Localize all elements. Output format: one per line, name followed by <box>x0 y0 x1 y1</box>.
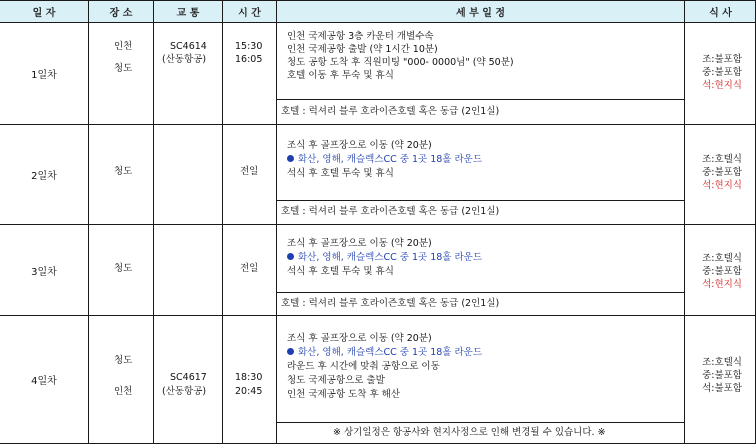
time-text: 16:05 <box>235 54 263 65</box>
meal-breakfast: 조:호텔식 <box>702 253 742 264</box>
day-label: 4일차 <box>31 376 57 387</box>
place-text: 청도 <box>114 63 133 74</box>
day-label: 1일차 <box>31 70 57 81</box>
footnote: ※ 상기일정은 항공사와 현지사정으로 인해 변경될 수 있습니다. ※ <box>333 427 606 438</box>
header-place: 장 소 <box>89 0 153 22</box>
bullet-icon <box>287 253 294 260</box>
place-text: 청도 <box>114 263 133 274</box>
time-text: 전일 <box>240 166 259 177</box>
meal-info <box>702 356 742 395</box>
schedule-line: 라운드 후 시간에 맞춰 공항으로 이동 <box>287 361 440 372</box>
meal-dinner: 석:현지식 <box>702 180 742 191</box>
meal-info <box>702 53 742 92</box>
meal-lunch: 중:불포함 <box>702 266 742 277</box>
time-text: 20:45 <box>235 386 263 397</box>
schedule-line: 호텔 이동 후 투숙 및 휴식 <box>287 70 394 81</box>
hotel-info: 호텔 : 럭셔리 블루 호라이즌호텔 혹은 동급 (2인1실) <box>281 206 500 217</box>
time-text: 전일 <box>240 263 259 274</box>
meal-lunch: 중:불포함 <box>702 167 742 178</box>
header-meal: 식 사 <box>685 0 756 22</box>
schedule-line: 조식 후 골프장으로 이동 (약 20분) <box>287 333 432 344</box>
hotel-info: 호텔 : 럭셔리 블루 호라이즌호텔 혹은 동급 (2인1실) <box>281 298 500 309</box>
meal-lunch: 중:불포함 <box>702 67 742 78</box>
time-text: 15:30 <box>235 41 263 52</box>
highlight-text: 화산, 영해, 캐슬렉스CC 중 1곳 18홀 라운드 <box>298 252 483 263</box>
schedule-line: 조식 후 골프장으로 이동 (약 20분) <box>287 238 432 249</box>
header-detail: 세 부 일 정 <box>277 0 684 22</box>
bullet-icon <box>287 155 294 162</box>
meal-info <box>702 252 742 291</box>
airline-name: (산동항공) <box>162 386 207 397</box>
place-text: 인천 <box>114 386 133 397</box>
time-text: 18:30 <box>235 372 263 383</box>
meal-dinner: 석:현지식 <box>702 80 742 91</box>
flight-number: SC4617 <box>170 372 207 383</box>
day-label: 3일차 <box>31 266 57 278</box>
hotel-info: 호텔 : 럭셔리 블루 호라이즌호텔 혹은 동급 (2인1실) <box>281 106 500 117</box>
meal-info <box>702 153 742 192</box>
highlight-text: 화산, 영해, 캐슬렉스CC 중 1곳 18홀 라운드 <box>298 154 483 165</box>
schedule-line: 석식 후 호텔 투숙 및 휴식 <box>287 266 394 277</box>
meal-breakfast: 조:불포함 <box>702 54 742 65</box>
meal-lunch: 중:불포함 <box>702 370 742 381</box>
schedule-line: 청도 공항 도착 후 직원미팅 "000- 0000님" (약 50분) <box>287 57 514 68</box>
schedule-line-highlight <box>287 252 482 264</box>
meal-breakfast: 조:호텔식 <box>702 357 742 368</box>
place-text: 청도 <box>114 355 133 366</box>
place-text: 청도 <box>114 166 133 177</box>
bullet-icon <box>287 348 294 355</box>
meal-dinner: 석:현지식 <box>702 279 742 290</box>
airline-name: (산동항공) <box>162 54 207 65</box>
schedule-line: 인천 국제공항 3층 카운터 개별수속 <box>287 31 434 42</box>
header-transport: 교 통 <box>154 0 222 22</box>
header-time: 시 간 <box>223 0 276 22</box>
schedule-line: 인천 국제공항 도착 후 해산 <box>287 389 401 400</box>
schedule-line: 조식 후 골프장으로 이동 (약 20분) <box>287 140 432 151</box>
schedule-line: 인천 국제공항 출발 (약 1시간 10분) <box>287 44 438 55</box>
schedule-line: 청도 국제공항으로 출발 <box>287 375 385 386</box>
schedule-line-highlight <box>287 347 482 359</box>
header-day: 일 자 <box>0 0 88 22</box>
flight-number: SC4614 <box>170 41 207 52</box>
schedule-line-highlight <box>287 154 482 166</box>
meal-breakfast: 조:호텔식 <box>702 154 742 165</box>
meal-dinner: 석:불포함 <box>702 383 742 394</box>
place-text: 인천 <box>114 41 133 52</box>
day-label: 2일차 <box>31 171 57 182</box>
highlight-text: 화산, 영해, 캐슬렉스CC 중 1곳 18홀 라운드 <box>298 347 483 358</box>
schedule-line: 석식 후 호텔 투숙 및 휴식 <box>287 168 394 179</box>
